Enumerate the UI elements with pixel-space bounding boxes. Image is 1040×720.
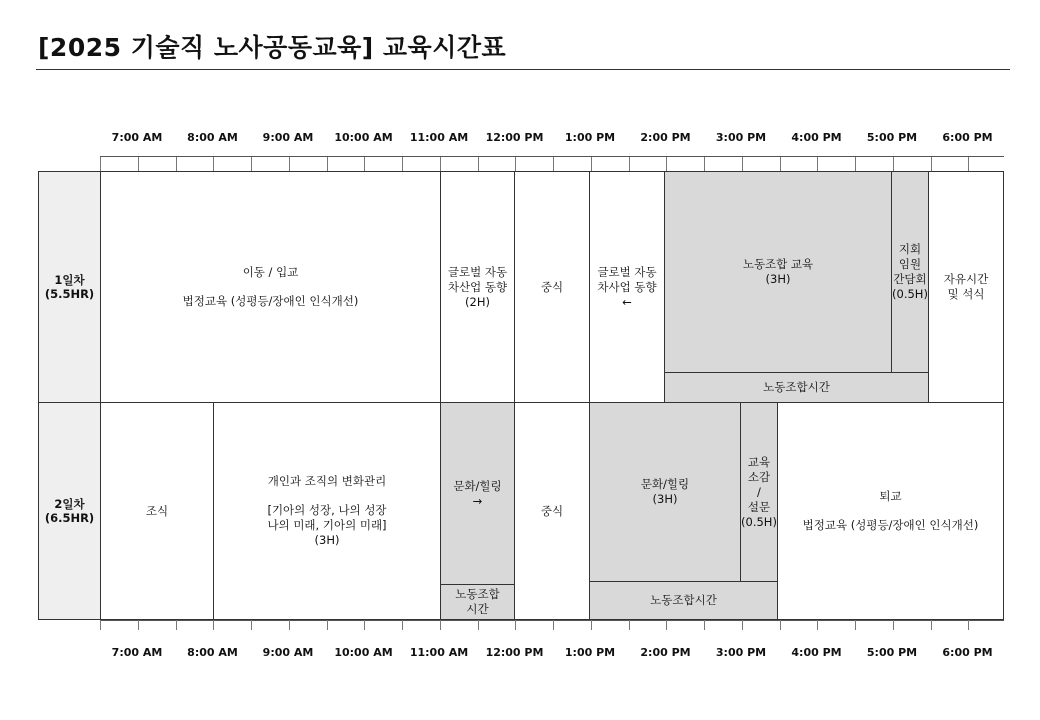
- bottom-tick: [327, 620, 328, 630]
- top-axis-line: [100, 156, 1004, 157]
- day1-global-am-session: 글로벌 자동 차산업 동향 (2H): [440, 171, 515, 403]
- bottom-tick: [289, 620, 290, 630]
- day2-change-title: 개인과 조직의 변화관리: [267, 474, 387, 488]
- bottom-axis-line: [100, 620, 1004, 621]
- top-time-label: 1:00 PM: [564, 131, 616, 144]
- top-time-label: 2:00 PM: [640, 131, 691, 144]
- bottom-tick: [704, 620, 705, 630]
- top-tick: [327, 157, 328, 171]
- bottom-tick: [629, 620, 630, 630]
- bottom-tick: [893, 620, 894, 630]
- bottom-tick: [666, 620, 667, 630]
- top-tick: [440, 157, 441, 171]
- bottom-tick: [440, 620, 441, 630]
- top-tick: [704, 157, 705, 171]
- top-tick: [968, 157, 969, 171]
- top-time-label: 12:00 PM: [485, 131, 544, 144]
- bottom-tick: [855, 620, 856, 630]
- day2-feedback-session: 교육 소감 / 설문 (0.5H): [740, 402, 778, 582]
- bottom-tick: [402, 620, 403, 630]
- day2-leave-title: 퇴교: [879, 489, 902, 503]
- top-tick: [553, 157, 554, 171]
- bottom-tick: [591, 620, 592, 630]
- top-time-label: 9:00 AM: [262, 131, 314, 144]
- bottom-tick: [364, 620, 365, 630]
- top-tick: [478, 157, 479, 171]
- bottom-time-label: 1:00 PM: [564, 646, 616, 659]
- top-tick: [893, 157, 894, 171]
- bottom-tick: [515, 620, 516, 630]
- bottom-time-label: 9:00 AM: [262, 646, 314, 659]
- bottom-tick: [478, 620, 479, 630]
- day1-free-time-cell: 자유시간 및 석식: [928, 171, 1004, 403]
- top-tick: [100, 157, 101, 171]
- day1-label: 1일차 (5.5HR): [38, 171, 101, 403]
- bottom-tick: [138, 620, 139, 630]
- day2-lunch-cell: 중식: [514, 402, 590, 620]
- day2-label: 2일차 (6.5HR): [38, 402, 101, 620]
- bottom-time-label: 12:00 PM: [485, 646, 544, 659]
- bottom-time-label: 3:00 PM: [715, 646, 767, 659]
- bottom-tick: [742, 620, 743, 630]
- top-tick: [364, 157, 365, 171]
- top-tick: [251, 157, 252, 171]
- day2-leave-body: 법정교육 (성평등/장애인 인식개선): [802, 518, 979, 532]
- top-time-label: 8:00 AM: [187, 131, 238, 144]
- top-tick: [855, 157, 856, 171]
- day1-move-session: [100, 171, 441, 403]
- bottom-tick: [213, 620, 214, 630]
- day2-union-time-am: 노동조합 시간: [440, 584, 515, 620]
- bottom-time-label: 8:00 AM: [187, 646, 238, 659]
- day2-change-session: [213, 402, 441, 620]
- day1-global-pm-session: 글로벌 자동 차사업 동향 ←: [589, 171, 665, 403]
- bottom-time-label: 2:00 PM: [640, 646, 691, 659]
- top-time-label: 11:00 AM: [409, 131, 469, 144]
- bottom-time-label: 6:00 PM: [942, 646, 993, 659]
- day2-breakfast-cell: 조식: [100, 402, 214, 620]
- top-tick: [138, 157, 139, 171]
- bottom-tick: [780, 620, 781, 630]
- day1-union-edu-session: 노동조합 교육 (3H): [664, 171, 892, 373]
- bottom-tick: [931, 620, 932, 630]
- page-title: [2025 기술직 노사공동교육] 교육시간표: [38, 33, 507, 62]
- bottom-tick: [251, 620, 252, 630]
- bottom-tick: [553, 620, 554, 630]
- day2-change-body: [기아의 성장, 나의 성장 나의 미래, 기아의 미래] (3H): [267, 503, 387, 547]
- top-tick: [591, 157, 592, 171]
- day1-lunch-cell: 중식: [514, 171, 590, 403]
- bottom-tick: [817, 620, 818, 630]
- bottom-time-label: 4:00 PM: [791, 646, 842, 659]
- title-divider: [36, 69, 1010, 70]
- top-time-label: 3:00 PM: [715, 131, 767, 144]
- top-tick: [289, 157, 290, 171]
- top-tick: [931, 157, 932, 171]
- bottom-time-label: 11:00 AM: [409, 646, 469, 659]
- bottom-tick: [176, 620, 177, 630]
- top-tick: [213, 157, 214, 171]
- top-time-label: 4:00 PM: [791, 131, 842, 144]
- day2-union-time-pm: 노동조합시간: [589, 581, 778, 620]
- bottom-time-label: 5:00 PM: [866, 646, 918, 659]
- day1-move-line1: 이동 / 입교: [242, 265, 299, 279]
- top-time-label: 7:00 AM: [111, 131, 163, 144]
- top-time-label: 10:00 AM: [334, 131, 393, 144]
- top-tick: [515, 157, 516, 171]
- top-tick: [780, 157, 781, 171]
- bottom-time-label: 7:00 AM: [111, 646, 163, 659]
- top-tick: [629, 157, 630, 171]
- bottom-time-label: 10:00 AM: [334, 646, 393, 659]
- top-time-label: 6:00 PM: [942, 131, 993, 144]
- bottom-tick: [100, 620, 101, 630]
- day1-exec-talk-session: 지회 임원 간담회 (0.5H): [891, 171, 929, 373]
- top-time-label: 5:00 PM: [866, 131, 918, 144]
- day2-culture-pm-session: 문화/힐링 (3H): [589, 402, 741, 582]
- day2-leave-session: [777, 402, 1004, 620]
- top-tick: [817, 157, 818, 171]
- top-tick: [176, 157, 177, 171]
- bottom-tick: [968, 620, 969, 630]
- day1-move-line2: 법정교육 (성평등/장애인 인식개선): [182, 294, 359, 308]
- day1-union-time-bar: 노동조합시간: [664, 372, 929, 403]
- top-tick: [402, 157, 403, 171]
- day2-culture-am-session: 문화/힐링 →: [440, 402, 515, 585]
- top-tick: [666, 157, 667, 171]
- top-tick: [742, 157, 743, 171]
